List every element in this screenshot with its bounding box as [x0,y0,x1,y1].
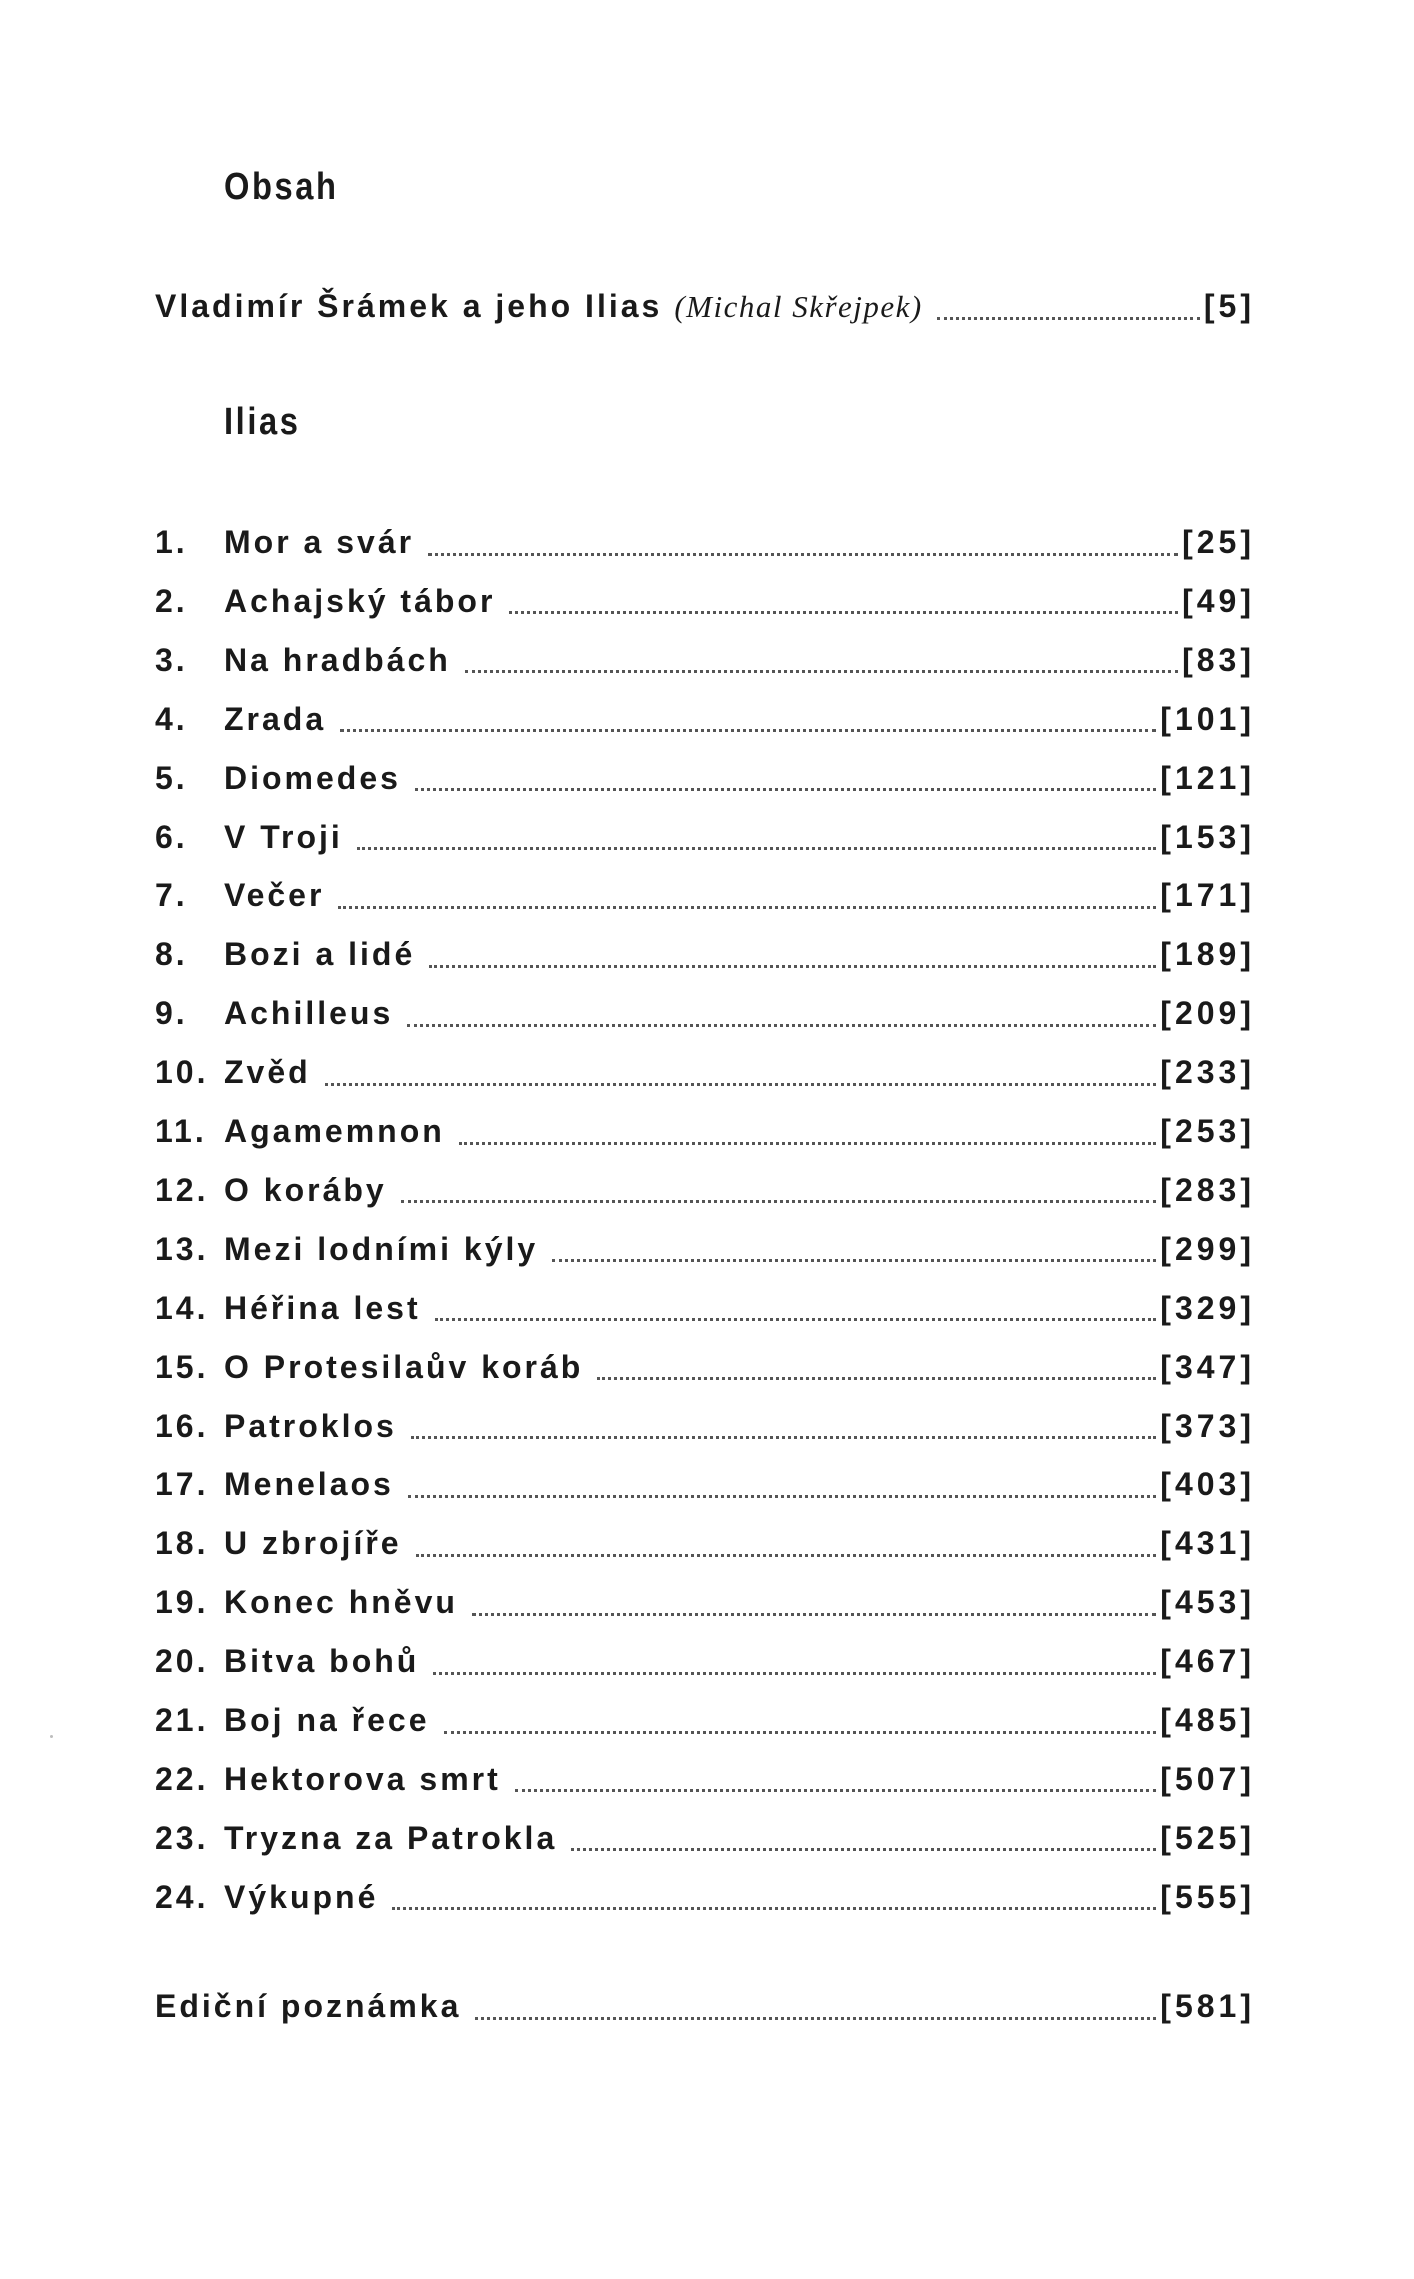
toc-entry-title: Na hradbách [224,641,451,678]
toc-entry[interactable] [155,697,1255,741]
section-title: Ilias [224,401,301,443]
toc-entry-title: Mor a svár [224,524,415,560]
toc-entry-number: 14. [155,1289,209,1326]
toc-entry-title: Diomedes [224,759,401,796]
toc-entry-title: Agamemnon [224,1113,445,1149]
toc-entry-page: [329] [1160,1289,1255,1326]
dot-leader [571,1848,1156,1851]
toc-entry-number: 15. [155,1348,209,1385]
toc-entry-page: [209] [1160,995,1255,1032]
toc-entry[interactable] [155,1521,1255,1565]
toc-entry-page: [485] [1160,1702,1255,1738]
toc-entry-title: Bozi a lidé [224,936,416,973]
toc-entry-title: Výkupné [224,1878,379,1915]
toc-entry[interactable] [155,1639,1255,1683]
dot-leader [407,1024,1156,1027]
dot-leader [357,847,1157,850]
toc-entry[interactable] [155,638,1255,682]
dot-leader [340,729,1156,732]
toc-entry-page: [171] [1160,877,1255,914]
dot-leader [428,553,1178,556]
dot-leader [515,1789,1157,1792]
dot-leader [392,1907,1156,1910]
dot-leader [338,906,1156,909]
toc-entry-title: Mezi lodními kýly [224,1230,539,1267]
toc-entry-page: [189] [1160,936,1255,973]
scan-speck [50,1735,53,1738]
toc-entry-page: [453] [1160,1584,1255,1621]
toc-entry-page: [25] [1182,524,1255,560]
toc-entry-number: 20. [155,1643,209,1680]
toc-entry-page: [507] [1160,1760,1255,1797]
toc-entry[interactable] [155,1168,1255,1212]
dot-leader [415,788,1156,791]
toc-entry[interactable] [155,1227,1255,1271]
dot-leader [401,1200,1157,1203]
toc-entry-page: [431] [1160,1525,1255,1562]
toc-entry-title: Tryzna za Patrokla [224,1819,558,1856]
toc-entry-title: Večer [224,877,325,914]
toc-entry[interactable] [155,991,1255,1035]
dot-leader [597,1377,1156,1380]
toc-entry-author: (Michal Skřejpek) [674,289,923,324]
toc-entry-page: [233] [1160,1054,1255,1091]
toc-entry-page: [253] [1160,1113,1255,1149]
toc-entry[interactable] [155,1875,1255,1919]
toc-entry-page: [525] [1160,1819,1255,1856]
toc-entry-intro[interactable] [155,284,1255,328]
toc-entry[interactable] [155,815,1255,859]
toc-entry-number: 18. [155,1525,209,1562]
toc-entry-number: 21. [155,1702,209,1738]
toc-entry-title: V Troji [224,818,343,855]
dot-leader [411,1436,1156,1439]
toc-entry-title: Hektorova smrt [224,1760,501,1797]
toc-entry-number: 3. [155,641,188,678]
toc-entry-title: Konec hněvu [224,1584,458,1621]
toc-entry-title: Bitva bohů [224,1643,420,1680]
toc-entry-title: Achajský tábor [224,582,496,619]
dot-leader [509,611,1178,614]
toc-entry[interactable] [155,1404,1255,1448]
toc-entry-page: [347] [1160,1348,1255,1385]
toc-entry[interactable] [155,1345,1255,1389]
toc-entry[interactable] [155,1286,1255,1330]
dot-leader [435,1318,1157,1321]
dot-leader [444,1731,1157,1734]
toc-entry-page: [299] [1160,1230,1255,1267]
dot-leader [552,1259,1156,1262]
toc-entry-number: 9. [155,995,188,1032]
toc-entry-page: [5] [1203,288,1255,324]
toc-entry-number: 22. [155,1760,209,1797]
toc-entry-title: Zvěd [224,1054,311,1091]
toc-entry-number: 7. [155,877,188,914]
toc-entry-title: Patroklos [224,1407,397,1444]
toc-entry-title: Zrada [224,700,327,737]
toc-entry-number: 10. [155,1054,209,1091]
toc-entry[interactable] [155,1698,1255,1742]
toc-entry-page: [153] [1160,818,1255,855]
toc-entry-number: 8. [155,936,188,973]
toc-entry-page: [83] [1182,641,1255,678]
toc-entry-number: 1. [155,524,188,560]
toc-entry-number: 11. [155,1113,207,1149]
toc-entry-page: [373] [1160,1407,1255,1444]
toc-entry[interactable] [155,932,1255,976]
toc-entry[interactable] [155,1757,1255,1801]
dot-leader [459,1142,1157,1145]
toc-entry-number: 23. [155,1819,209,1856]
toc-entry-title: Vladimír Šrámek a jeho Ilias [155,288,663,324]
toc-entry-number: 4. [155,700,188,737]
toc-entry-page: [283] [1160,1171,1255,1208]
toc-entry-number: 19. [155,1584,209,1621]
toc-entry[interactable] [155,1109,1255,1153]
toc-entry-number: 6. [155,818,188,855]
toc-entry-number: 2. [155,582,188,619]
dot-leader [325,1083,1157,1086]
dot-leader [433,1672,1156,1675]
toc-entry-page: [581] [1160,1988,1255,2024]
toc-entry-number: 24. [155,1878,209,1915]
dot-leader [416,1554,1157,1557]
toc-entry-number: 12. [155,1171,209,1208]
toc-entry[interactable] [155,1580,1255,1624]
toc-entry-number: 5. [155,759,188,796]
toc-entry[interactable] [155,579,1255,623]
toc-entry-page: [555] [1160,1878,1255,1915]
toc-entry-title: O koráby [224,1171,387,1208]
toc-entry-editorial-note[interactable] [155,1984,1255,2028]
toc-entry[interactable] [155,1050,1255,1094]
dot-leader [408,1495,1156,1498]
dot-leader [465,670,1178,673]
toc-entry-title: O Protesilaův koráb [224,1348,584,1385]
toc-entry[interactable] [155,1462,1255,1506]
toc-entry-title: Boj na řece [224,1702,430,1738]
toc-entry-number: 13. [155,1230,209,1267]
dot-leader [475,2017,1156,2020]
toc-entry[interactable] [155,1816,1255,1860]
dot-leader [937,317,1200,320]
toc-entry-page: [467] [1160,1643,1255,1680]
toc-entry-title: U zbrojíře [224,1525,402,1562]
toc-entry-title: Ediční poznámka [155,1988,462,2024]
toc-entry-page: [403] [1160,1466,1255,1503]
toc-entry-title: Héřina lest [224,1289,421,1326]
toc-entry-number: 17. [155,1466,209,1503]
dot-leader [429,965,1156,968]
toc-entry-number: 16. [155,1407,209,1444]
toc-entry-title: Achilleus [224,995,394,1032]
toc-entry-title: Menelaos [224,1466,394,1503]
toc-entry[interactable] [155,520,1255,564]
page-title: Obsah [224,166,339,208]
dot-leader [472,1613,1156,1616]
toc-entry-page: [121] [1160,759,1255,796]
toc-entry[interactable] [155,873,1255,917]
toc-entry[interactable] [155,756,1255,800]
toc-entry-page: [101] [1160,700,1255,737]
toc-entry-page: [49] [1182,582,1255,619]
